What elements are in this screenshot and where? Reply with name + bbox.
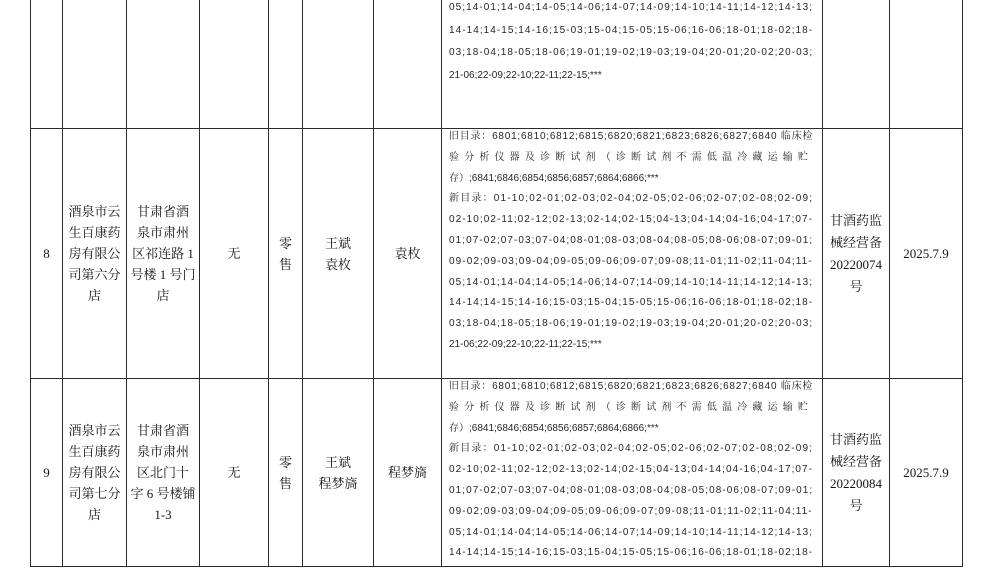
address-line: 甘肃省酒 [136, 423, 189, 438]
record-number-line: 号 [849, 278, 863, 294]
business-scope-line: 旧目录：6801;6810;6812;6815;6820;6821;6823;6826;6827;6840 临床检 [449, 131, 814, 142]
business-scope-line: 14-14;14-15;14-16;15-03;15-04;15-05;15-06;16-06;18-01;18-02;18- [449, 24, 814, 36]
business-scope-line: 01;07-02;07-03;07-04;08-01;08-03;08-04;08-05;08-06;08-07;09-01; [449, 484, 814, 496]
record-date: 2025.7.9 [903, 465, 949, 480]
row-number: 9 [43, 465, 50, 480]
business-mode-cell [269, 379, 303, 566]
table-row [31, 379, 963, 567]
business-mode-line: 售 [278, 256, 292, 272]
business-scope-line: 新目录：01-10;02-01;02-03;02-04;02-05;02-06;02-07;02-08;02-09; [449, 193, 814, 205]
warehouse-value: 无 [227, 246, 241, 261]
business-scope-line: 02-10;02-11;02-12;02-13;02-14;02-15;04-13;04-14;04-16;04-17;07- [449, 464, 814, 476]
quality-manager: 袁枚 [394, 246, 421, 261]
company-name-line: 房有限公 [68, 246, 121, 261]
record-number-line: 20220074 [830, 256, 882, 272]
address-line: 区祁连路 1 [132, 246, 194, 261]
table-row [31, 0, 963, 129]
business-scope-line: 新目录：01-10;02-01;02-03;02-04;02-05;02-06;02-07;02-08;02-09; [449, 443, 814, 455]
responsible-person: 袁枚 [324, 256, 351, 272]
business-scope-line: 09-02;09-03;09-04;09-05;09-06;09-07;09-08;11-01;11-02;11-04;11- [449, 505, 813, 517]
company-name-line: 酒泉市云 [68, 204, 121, 219]
business-scope-line: 01;07-02;07-03;07-04;08-01;08-03;08-04;08-05;08-06;08-07;09-01; [449, 234, 814, 246]
record-number-line: 20220084 [830, 475, 882, 491]
business-scope-cell [442, 379, 823, 566]
company-name-line: 店 [87, 507, 101, 522]
address-line: 1-3 [154, 507, 172, 522]
responsible-person: 王斌 [324, 454, 351, 470]
company-name-line: 司第六分 [68, 267, 121, 282]
business-mode-line: 零 [278, 235, 292, 251]
address-line: 泉市肃州 [136, 225, 189, 240]
quality-manager-cell [374, 0, 442, 128]
warehouse-cell [200, 379, 269, 566]
business-mode-cell [269, 129, 303, 378]
record-table [30, 0, 963, 567]
business-scope-text [449, 379, 813, 564]
address-line: 甘肃省酒 [136, 204, 189, 219]
warehouse-value: 无 [227, 465, 241, 480]
address-line: 号楼 1 号门 [130, 267, 196, 282]
responsible-persons-cell [303, 129, 374, 378]
business-scope-text [449, 0, 813, 87]
business-mode-line: 零 [278, 454, 292, 470]
business-scope-line: 21-06;22-09;22-10;22-11;22-15;*** [449, 338, 602, 350]
company-name-line: 生百康药 [68, 225, 121, 240]
business-scope-line: 验分析仪器及诊断试剂（诊断试剂不需低温冷藏运输贮 [449, 151, 814, 163]
address-cell [127, 129, 200, 378]
warehouse-cell [200, 129, 269, 378]
business-scope-line: 05;14-01;14-04;14-05;14-06;14-07;14-09;14-10;14-11;14-12;14-13; [449, 526, 814, 538]
business-scope-line: 21-06;22-09;22-10;22-11;22-15;*** [449, 69, 602, 81]
record-date-cell [890, 129, 963, 378]
business-scope-cell [442, 0, 823, 128]
record-number-cell [823, 129, 890, 378]
record-number-line: 甘酒药监 [829, 212, 882, 228]
business-scope-line: 09-02;09-03;09-04;09-05;09-06;09-07;09-08;11-01;11-02;11-04;11- [449, 255, 813, 267]
company-name-cell [63, 129, 127, 378]
record-number-line: 械经营备 [829, 234, 882, 250]
quality-manager-cell [374, 129, 442, 378]
responsible-person: 程梦旖 [318, 475, 358, 491]
quality-manager-cell [374, 379, 442, 566]
responsible-person: 王斌 [324, 235, 351, 251]
record-number-cell [823, 0, 890, 128]
business-scope-line: 02-10;02-11;02-12;02-13;02-14;02-15;04-13;04-14;04-16;04-17;07- [449, 214, 814, 226]
business-scope-line: 验分析仪器及诊断试剂（诊断试剂不需低温冷藏运输贮 [449, 401, 814, 413]
company-name-line: 酒泉市云 [68, 423, 121, 438]
address-line: 区北门十 [136, 465, 189, 480]
company-name-cell [63, 0, 127, 128]
address-cell [127, 0, 200, 128]
business-scope-line: 旧目录：6801;6810;6812;6815;6820;6821;6823;6826;6827;6840 临床检 [449, 381, 814, 392]
record-number-line: 号 [849, 497, 863, 513]
row-number-cell [31, 0, 63, 128]
record-number-cell [823, 379, 890, 566]
record-number-line: 甘酒药监 [829, 431, 882, 447]
record-date-cell [890, 0, 963, 128]
address-line: 店 [156, 288, 170, 303]
record-number-line: 械经营备 [829, 453, 882, 469]
company-name-line: 生百康药 [68, 444, 121, 459]
record-date-cell [890, 379, 963, 566]
row-number: 8 [43, 246, 50, 261]
business-scope-line: 存）;6841;6846;6854;6856;6857;6864;6866;*** [449, 422, 659, 434]
business-scope-cell [442, 129, 823, 378]
address-cell [127, 379, 200, 566]
business-scope-line: 03;18-04;18-05;18-06;19-01;19-02;19-03;19-04;20-01;20-02;20-03; [449, 47, 814, 58]
row-number-cell [31, 379, 63, 566]
company-name-line: 店 [87, 288, 101, 303]
record-date: 2025.7.9 [903, 246, 949, 261]
quality-manager: 程梦旖 [387, 465, 427, 480]
business-mode-cell [269, 0, 303, 128]
business-mode-line: 售 [278, 475, 292, 491]
address-line: 泉市肃州 [136, 444, 189, 459]
warehouse-cell [200, 0, 269, 128]
company-name-line: 司第七分 [68, 486, 121, 501]
table-row [31, 129, 963, 379]
row-number-cell [31, 129, 63, 378]
responsible-persons-cell [303, 379, 374, 566]
business-scope-line: 03;18-04;18-05;18-06;19-01;19-02;19-03;19-04;20-01;20-02;20-03; [449, 318, 814, 330]
business-scope-line: 存）;6841;6846;6854;6856;6857;6864;6866;*** [449, 172, 659, 184]
business-scope-line: 05;14-01;14-04;14-05;14-06;14-07;14-09;14-10;14-11;14-12;14-13; [449, 276, 814, 288]
business-scope-line: 05;14-01;14-04;14-05;14-06;14-07;14-09;14-10;14-11;14-12;14-13; [449, 2, 814, 13]
company-name-line: 房有限公 [68, 465, 121, 480]
business-scope-line: 14-14;14-15;14-16;15-03;15-04;15-05;15-06;16-06;18-01;18-02;18- [449, 547, 814, 559]
business-scope-text [449, 129, 813, 356]
responsible-persons-cell [303, 0, 374, 128]
business-scope-line: 14-14;14-15;14-16;15-03;15-04;15-05;15-06;16-06;18-01;18-02;18- [449, 297, 814, 309]
address-line: 字 6 号楼铺 [130, 486, 196, 501]
company-name-cell [63, 379, 127, 566]
